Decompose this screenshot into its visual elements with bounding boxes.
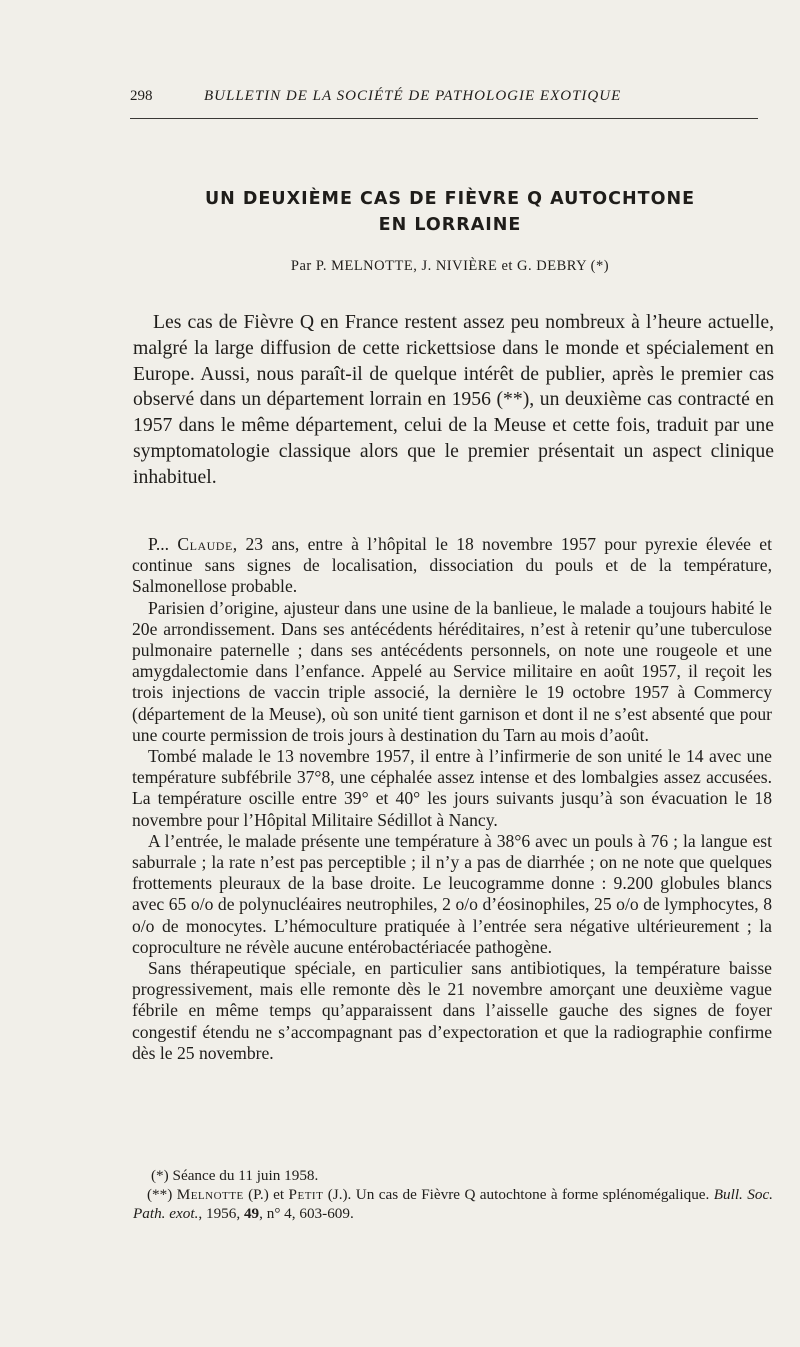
lead-text: Les cas de Fièvre Q en France restent assez peu nombreux à l’heure actuelle, malgré la large diffusion de cette rickettsiose dans le monde et spécialement en Europe. Aussi, nous paraît-il de quelque intérêt de publier, après le premier cas observé dans un département lorrain en 1956 (**), un deuxième cas contracté en 1957 dans le même département, celui de la Meuse et cette fois, traduit par une symptomatologie classique alors que le premier présentait un aspect clinique inhabituel. — [133, 311, 774, 488]
footnote-2-author-2: Petit — [288, 1186, 324, 1203]
footnote-2-volume: 49 — [243, 1205, 260, 1222]
case-paragraph-4: A l’entrée, le malade présente une température à 38°6 avec un pouls à 76 ; la langue est saburrale ; la rate n’est pas perceptible ; il n’y a pas de diarrhée ; on ne note que quelques frottements pleuraux de la base droite. Le leucogramme donne : 9.200 globules blancs avec 65 o/o de polynucléaires neutrophiles, 2 o/o d’éosinophiles, 25 o/o de lymphocytes, 8 o/o de monocytes. L’hémoculture pratiquée à l’entrée sera négative ultérieurement ; la coproculture ne révèle aucune entérobactériacée pathogène. — [132, 830, 772, 957]
journal-title: BULLETIN DE LA SOCIÉTÉ DE PATHOLOGIE EXOTIQUE — [204, 88, 622, 104]
article-title — [130, 186, 770, 238]
case-paragraph-5: Sans thérapeutique spéciale, en particulier sans antibiotiques, la température baisse progressivement, mais elle remonte dès le 21 novembre amorçant une deuxième vague fébrile en même temps qu’apparaissent dans l’aisselle gauche des signes de foyer congestif étendu ne s’accompagnant pas d’expectoration et que la radiographie confirme dès le 25 novembre. — [132, 958, 772, 1063]
title-line-1: UN DEUXIÈME CAS DE FIÈVRE Q AUTOCHTONE — [204, 189, 696, 209]
footnote-2 — [133, 1185, 773, 1223]
running-header — [130, 84, 758, 110]
footnote-2-author-1: Melnotte — [176, 1186, 244, 1203]
footnote-1: (*) Séance du 11 juin 1958. — [151, 1167, 319, 1184]
header-rule — [130, 118, 758, 119]
footnote-2-text-4: , n° 4, 603-609. — [259, 1205, 354, 1222]
case-paragraph-3: Tombé malade le 13 novembre 1957, il entre à l’infirmerie de son unité le 14 avec une température subfébrile 37°8, une céphalée assez intense et des lombalgies assez accusées. La température oscille entre 39° et 40° les jours suivants jusqu’à son évacuation le 18 novembre pour l’Hôpital Militaire Sédillot à Nancy. — [132, 746, 772, 830]
footnote-2-text-1: (P.) et — [243, 1186, 289, 1203]
case-report — [132, 534, 772, 1064]
page-number: 298 — [130, 88, 153, 104]
lead-paragraph — [133, 310, 774, 491]
article-authors: Par P. MELNOTTE, J. NIVIÈRE et G. DEBRY (*) — [290, 258, 610, 274]
patient-prefix: P... — [148, 534, 178, 554]
title-line-2: EN LORRAINE — [378, 215, 522, 235]
footnote-2-text-3: , 1956, — [198, 1205, 244, 1222]
footnote-2-journal: Bull. Soc. Path. exot. — [133, 1186, 773, 1222]
footnotes — [133, 1166, 773, 1223]
footnote-2-text-2: (J.). Un cas de Fièvre Q autochtone à forme splénomégalique. — [323, 1186, 714, 1203]
case-intro-text: , 23 ans, entre à l’hôpital le 18 novembre 1957 pour pyrexie élevée et continue sans signes de localisation, dissociation du pouls et de la température, Salmonellose probable. — [132, 534, 772, 597]
case-paragraph-2: Parisien d’origine, ajusteur dans une usine de la banlieue, le malade a toujours habité le 20e arrondissement. Dans ses antécédents héréditaires, n’est à retenir qu’une tuberculose pulmonaire paternelle ; dans ses antécédents personnels, on note une rougeole et une amygdalectomie dans l’enfance. Appelé au Service militaire en août 1957, il reçoit les trois injections de vaccin triple associé, la dernière le 19 octobre 1957 à Commercy (département de la Meuse), où son unité tient garnison et dont il ne s’est absenté que pour une courte permission de trois jours à destination du Tarn au mois d’août. — [132, 597, 772, 745]
patient-name: Claude — [177, 534, 233, 554]
case-paragraph-1 — [132, 534, 772, 598]
footnote-2-marker: (**) — [147, 1186, 177, 1203]
